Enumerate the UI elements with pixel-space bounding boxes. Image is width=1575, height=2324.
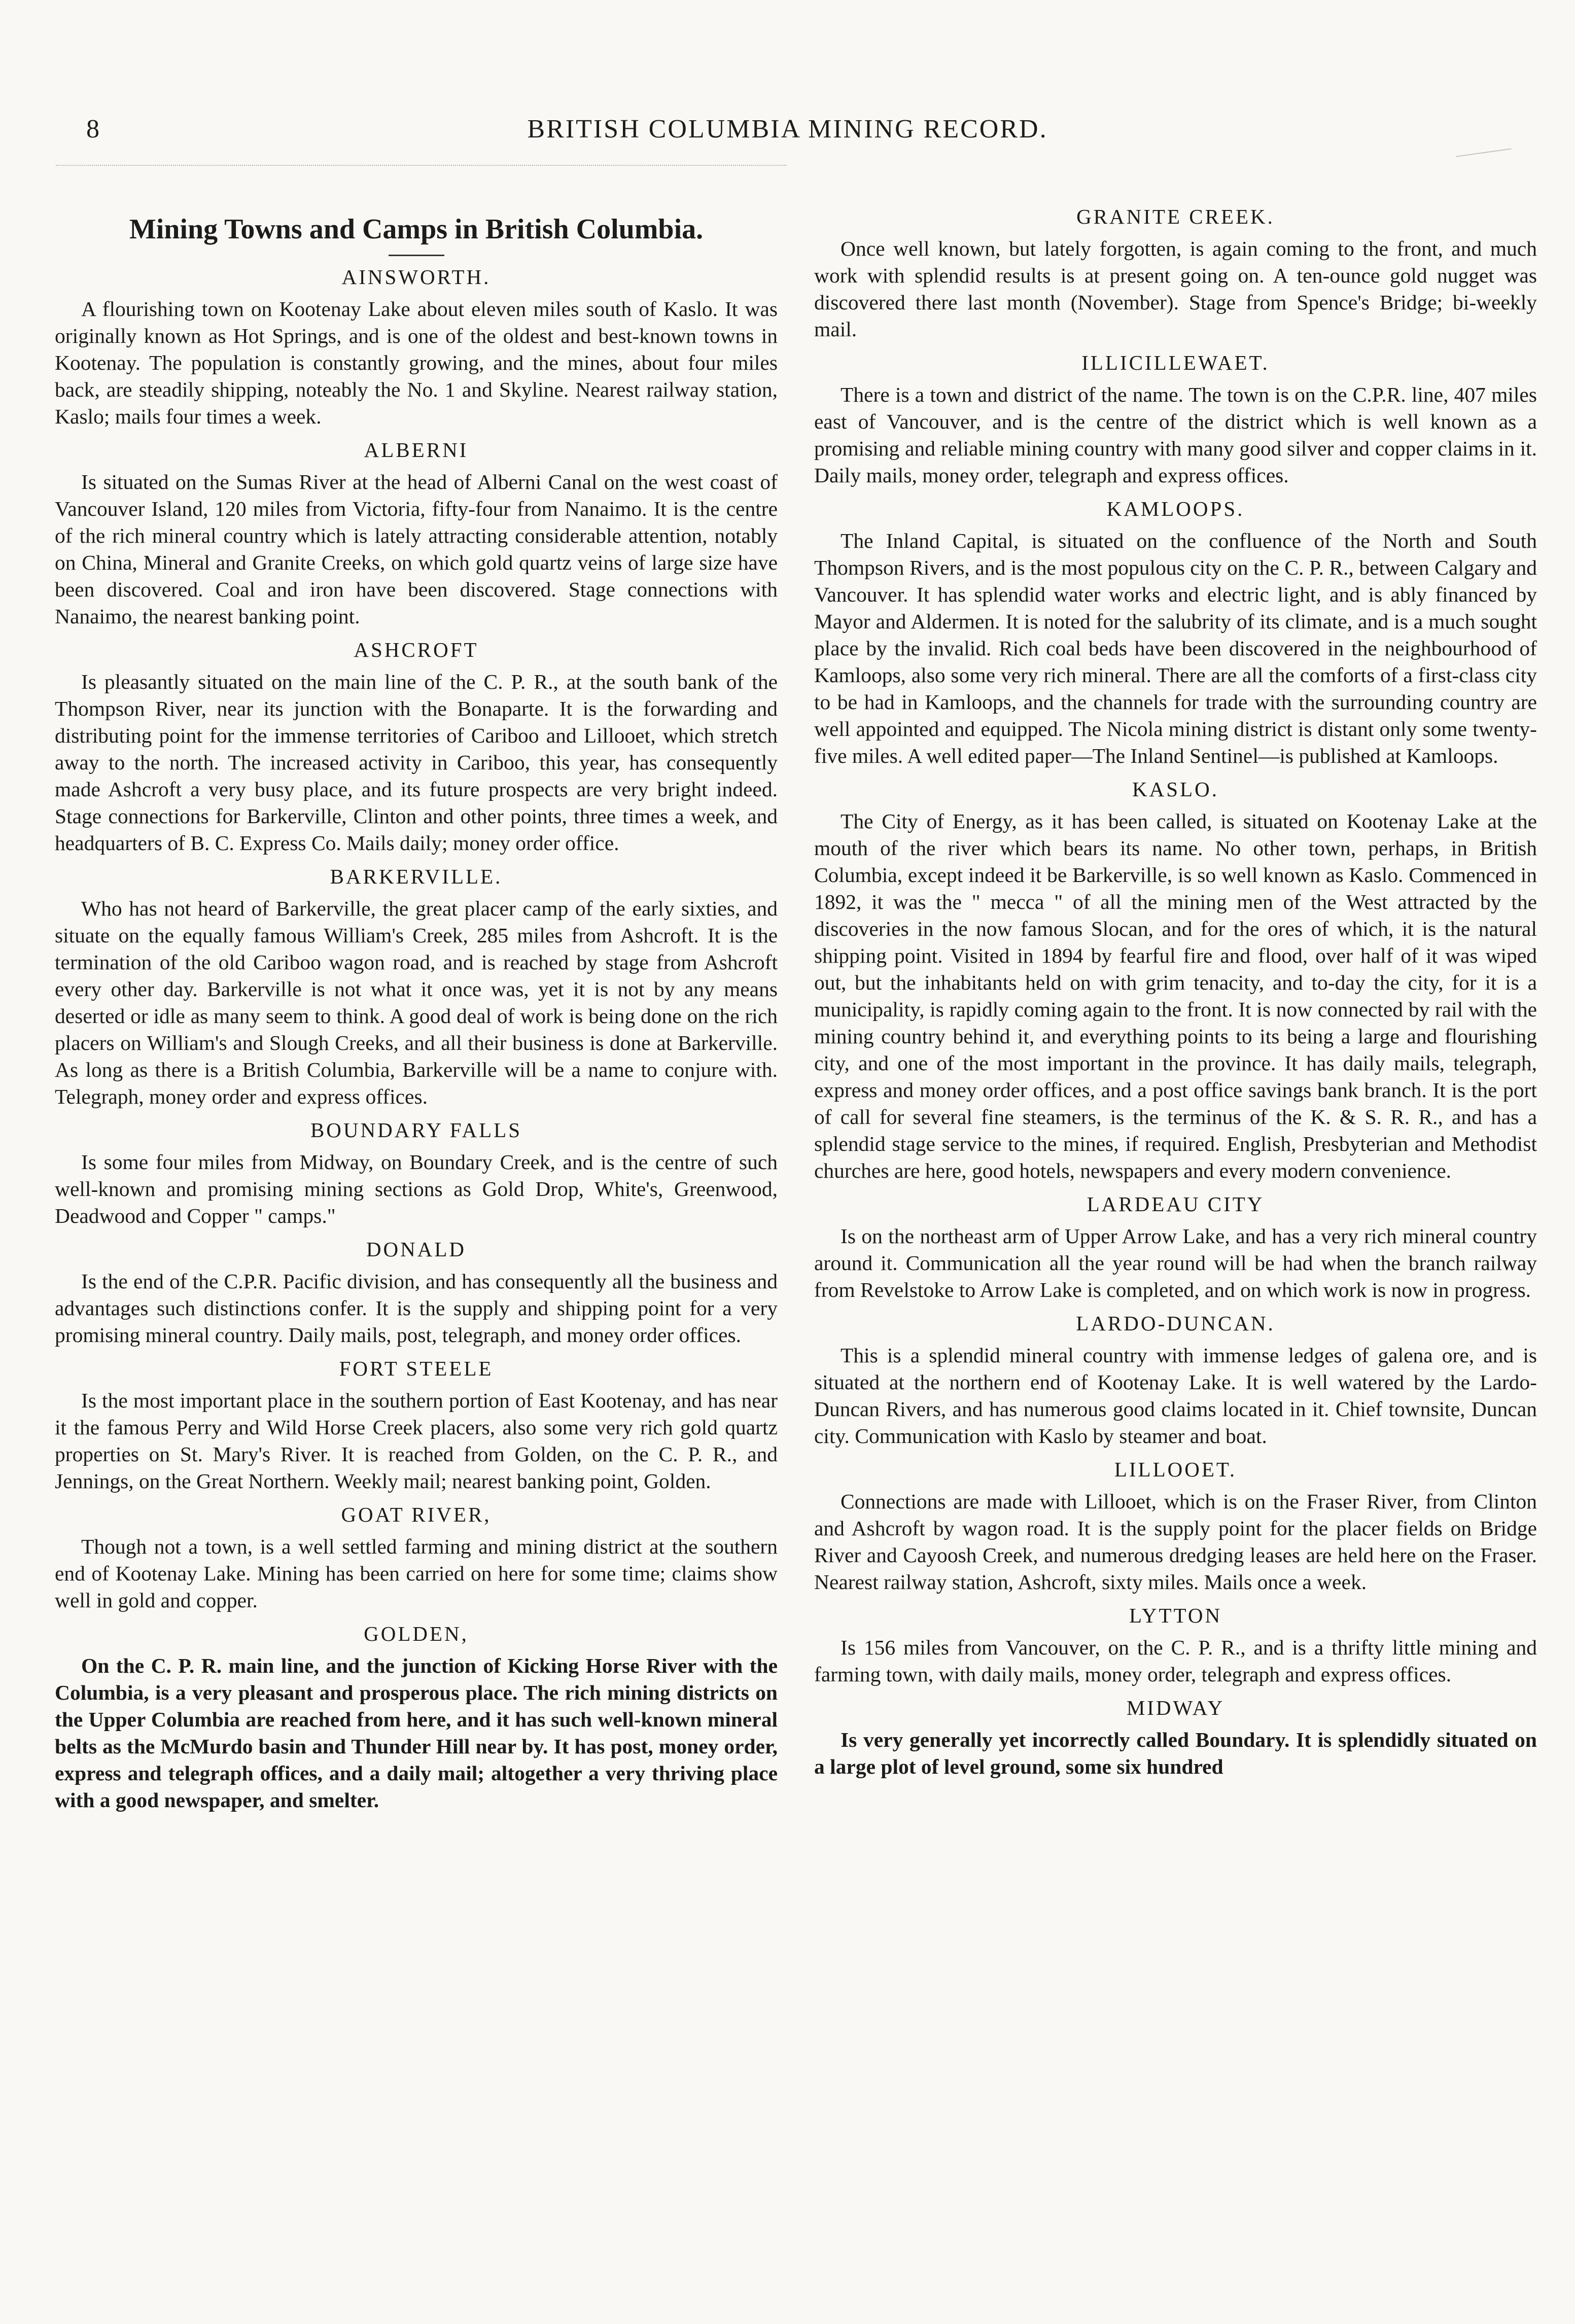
section-kaslo — [814, 776, 1537, 1184]
section-text: There is a town and district of the name. The town is on the C.P.R. line, 407 miles east of Vancouver, and is the centre of the district which is well known as a promising and reliable mining country with many good silver and copper claims in it. Daily mails, money order, telegraph and express offices. — [814, 383, 1537, 487]
section-heading: LILLOOET. — [1114, 1458, 1237, 1481]
section-text: Is some four miles from Midway, on Boundary Creek, and is the centre of such well-known and promising mining sections as Gold Drop, White's, Greenwood, Deadwood and Copper " camps." — [55, 1150, 778, 1227]
section-lardeau-city — [814, 1190, 1537, 1304]
section-illicillewaet — [814, 349, 1537, 489]
section-text: On the C. P. R. main line, and the junction of Kicking Horse River with the Columbia, is a very pleasant and prosperous place. The rich mining districts on the Upper Columbia are reached from here, and it has such well-known mineral belts as the McMurdo basin and Thunder Hill near by. It has post, money order, express and telegraph offices, and a daily mail; altogether a very thriving place with a good newspaper, and smelter. — [55, 1654, 778, 1812]
section-kamloops — [814, 495, 1537, 769]
section-heading: KAMLOOPS. — [1106, 497, 1245, 520]
section-ainsworth — [55, 263, 778, 430]
section-heading: DONALD — [366, 1238, 467, 1261]
section-fort-steele — [55, 1355, 778, 1495]
section-heading: FORT STEELE — [339, 1357, 494, 1380]
section-lardo-duncan — [814, 1310, 1537, 1450]
section-text: Connections are made with Lillooet, which is on the Fraser River, from Clinton and Ashcroft by wagon road. It is the supply point for the placer fields on Bridge River and Cayoosh Creek, and numerous dredging leases are held here on the Fraser. Nearest railway station, Ashcroft, sixty miles. Mails once a week. — [814, 1490, 1537, 1594]
section-lytton — [814, 1602, 1537, 1688]
section-alberni — [55, 436, 778, 630]
section-text: The Inland Capital, is situated on the confluence of the North and South Thompson Rivers, and is the most populous city on the C. P. R., between Calgary and Vancouver. It has splendid water works and electric light, and is ably financed by Mayor and Aldermen. It is noted for the salubrity of its climate, and is a much sought place by the invalid. Rich coal beds have been discovered in the neighbourhood of Kamloops, also some very rich mineral. There are all the comforts of a first-class city to be had in Kamloops, and the channels for trade with the surrounding country are well appointed and equipped. The Nicola mining district is distant only some twenty-five miles. A well edited paper—The Inland Sentinel—is published at Kamloops. — [814, 529, 1537, 767]
section-golden — [55, 1620, 778, 1814]
section-heading: AINSWORTH. — [341, 265, 491, 289]
section-heading: ASHCROFT — [354, 638, 479, 661]
page-header — [0, 114, 1575, 150]
section-text: This is a splendid mineral country with immense ledges of galena ore, and is situated at the northern end of Kootenay Lake. It is well watered by the Lardo-Duncan Rivers, and has numerous good claims located in it. Chief townsite, Duncan city. Communication with Kaslo by steamer and boat. — [814, 1344, 1537, 1448]
section-midway — [814, 1694, 1537, 1780]
section-heading: GOLDEN, — [364, 1622, 469, 1645]
section-heading: MIDWAY — [1126, 1696, 1225, 1719]
header-rule — [56, 165, 786, 166]
section-donald — [55, 1236, 778, 1349]
left-column — [55, 203, 778, 1820]
section-text: Is pleasantly situated on the main line of the C. P. R., at the south bank of the Thompson River, near its junction with the Bonaparte. It is the forwarding and distributing point for the immense territories of Cariboo and Lillooet, which stretch away to the north. The increased activity in Cariboo, this year, has consequently made Ashcroft a very busy place, and its future prospects are very bright indeed. Stage connections for Barkerville, Clinton and other points, three times a week, and headquarters of B. C. Express Co. Mails daily; money order office. — [55, 670, 778, 855]
section-heading: GRANITE CREEK. — [1076, 205, 1275, 228]
section-heading: BOUNDARY FALLS — [310, 1118, 522, 1142]
section-heading: LARDO-DUNCAN. — [1076, 1312, 1275, 1335]
section-text: The City of Energy, as it has been called, is situated on Kootenay Lake at the mouth of the river which bears its name. No other town, perhaps, in British Columbia, except indeed it be Barkerville, is so well known as Kaslo. Commenced in 1892, it was the " mecca " of all the mining men of the West attracted by the discoveries in the now famous Slocan, and for the ores of which, it is the natural shipping point. Visited in 1894 by fearful fire and flood, over half of it was wiped out, but the inhabitants held on with grim tenacity, and to-day the city, for it is a municipality, is rapidly coming again to the front. It is now connected by rail with the mining country behind it, and everything points to its being a large and flourishing city, and one of the most important in the province. It has daily mails, telegraph, express and money order offices, and a post office savings bank branch. It is the port of call for several fine steamers, is the terminus of the K. & S. R. R., and has a splendid stage service to the mines, if required. English, Presbyterian and Methodist churches are here, good hotels, newspapers and every modern convenience. — [814, 809, 1537, 1182]
section-boundary-falls — [55, 1116, 778, 1229]
journal-title: BRITISH COLUMBIA MINING RECORD. — [527, 115, 1048, 144]
section-lillooet — [814, 1456, 1537, 1596]
section-text: Is situated on the Sumas River at the head of Alberni Canal on the west coast of Vancouver Island, 120 miles from Victoria, fifty-four from Nanaimo. It is the centre of the rich mineral country which is lately attracting considerable attention, notably on China, Mineral and Granite Creeks, on which gold quartz veins of large size have been discovered. Coal and iron have been discovered. Stage connections with Nanaimo, the nearest banking point. — [55, 470, 778, 628]
article-title: Mining Towns and Camps in British Columbia. — [129, 214, 704, 245]
section-text: Though not a town, is a well settled farming and mining district at the southern end of Kootenay Lake. Mining has been carried on here for some time; claims show well in gold and copper. — [55, 1535, 778, 1612]
title-rule — [389, 255, 444, 256]
section-heading: KASLO. — [1132, 778, 1219, 801]
section-heading: GOAT RIVER, — [341, 1503, 492, 1526]
section-text: Is 156 miles from Vancouver, on the C. P. R., and is a thrifty little mining and farming town, with daily mails, money order, telegraph and express offices. — [814, 1636, 1537, 1686]
section-heading: LYTTON — [1129, 1604, 1222, 1627]
section-granite-creek — [814, 203, 1537, 343]
section-goat-river — [55, 1501, 778, 1614]
section-ashcroft — [55, 636, 778, 857]
section-text: Once well known, but lately forgotten, is again coming to the front, and much work with splendid results is at present going on. A ten-ounce gold nugget was discovered there last month (November). Stage from Spence's Bridge; bi-weekly mail. — [814, 237, 1537, 341]
section-heading: BARKERVILLE. — [330, 865, 503, 888]
right-column — [814, 203, 1537, 1786]
section-text: Is the end of the C.P.R. Pacific division, and has consequently all the business and advantages such distinctions confer. It is the supply and shipping point for a very promising mineral country. Daily mails, post, telegraph, and money order offices. — [55, 1270, 778, 1347]
section-text: Who has not heard of Barkerville, the great placer camp of the early sixties, and situate on the equally famous William's Creek, 285 miles from Ashcroft. It is the termination of the old Cariboo wagon road, and is reached by stage from Ashcroft every other day. Barkerville is not what it once was, yet it is not by any means deserted or idle as many seem to think. A good deal of work is being done on the rich placers on William's and Slough Creeks, and all their business is done at Barkerville. As long as there is a British Columbia, Barkerville will be a name to conjure with. Telegraph, money order and express offices. — [55, 897, 778, 1108]
section-barkerville — [55, 863, 778, 1110]
section-heading: ILLICILLEWAET. — [1081, 351, 1270, 374]
page-number: 8 — [86, 115, 99, 144]
section-heading: LARDEAU CITY — [1087, 1192, 1265, 1216]
section-text: Is on the northeast arm of Upper Arrow Lake, and has a very rich mineral country around it. Communication all the year round will be had when the branch railway from Revelstoke to Arrow Lake is completed, and on which work is now in progress. — [814, 1224, 1537, 1301]
section-text: Is the most important place in the southern portion of East Kootenay, and has near it the famous Perry and Wild Horse Creek placers, also some very rich gold quartz properties on St. Mary's River. It is reached from Golden, on the C. P. R., and Jennings, on the Great Northern. Weekly mail; nearest banking point, Golden. — [55, 1389, 778, 1493]
section-text: A flourishing town on Kootenay Lake about eleven miles south of Kaslo. It was originally known as Hot Springs, and is one of the oldest and best-known towns in Kootenay. The population is constantly growing, and the mines, about four miles back, are steadily shipping, noteably the No. 1 and Skyline. Nearest railway station, Kaslo; mails four times a week. — [55, 297, 778, 428]
section-text: Is very generally yet incorrectly called Boundary. It is splendidly situated on a large plot of level ground, some six hundred — [814, 1728, 1537, 1778]
section-heading: ALBERNI — [364, 438, 469, 462]
